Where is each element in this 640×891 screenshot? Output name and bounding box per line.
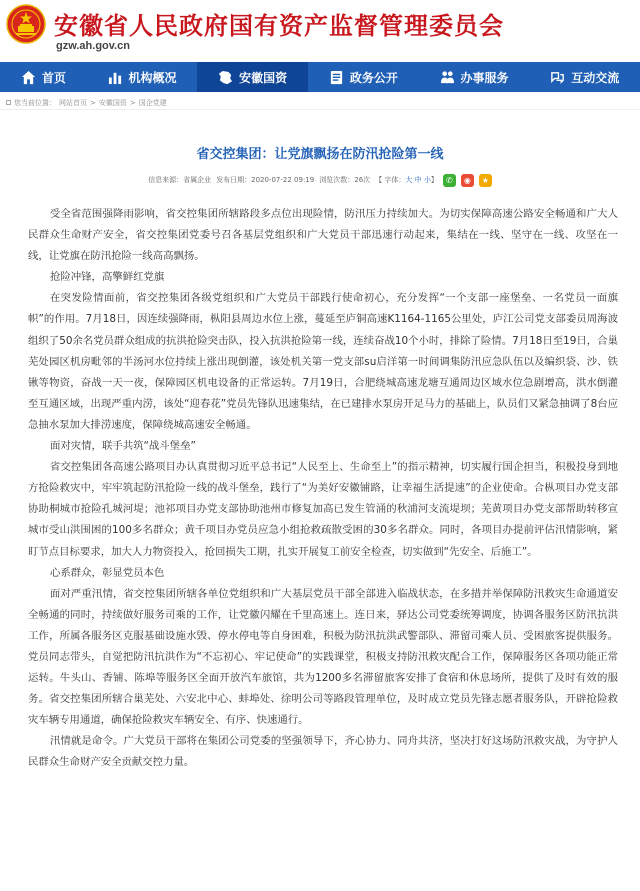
map-icon [218, 70, 233, 85]
article-subheading: 抢险冲锋，高擎鲜红党旗 [50, 271, 165, 284]
home-icon [21, 70, 36, 85]
meta-date: 发布日期：2020-07-22 09:19 [216, 176, 315, 184]
article-paragraph: 汛情就是命令。广大党员干部将在集团公司党委的坚强领导下，齐心协力、同舟共济，坚决打好这场防汛救灾战，为守护人民群众生命财产安全贡献交控力量。 [28, 735, 618, 769]
article-paragraph: 省交控集团各高速公路项目办认真贯彻习近平总书记“人民至上、生命至上”的指示精神，切实履行国企担当，积极投身到地方抢险救灾中，牢牢筑起防汛抢险一线的战斗堡垒，践行了“为美好安徽铺路，让幸福生活提速”的企业使命。合枞项目办党支部协助桐城市抢险孔城河堤；池祁项目办党支部协助池州市修复加高已发生管涌的秋浦河支流堤坝；芜黄项目办党支部帮助转移宣城市受山洪围困的100多名群众；黄千项目办党员应急小组抢救疏散受困的30多名群众。同时，各项目办提前评估汛情影响，紧盯节点目标要求，加大人力物资投入，抢回损失工期，扎实开展复工前安全检查，切实做到“先安全、后施工”。 [28, 461, 618, 558]
font-size-label: 【 字体： [375, 176, 406, 184]
nav-item-label: 互动交流 [571, 70, 620, 85]
location-icon [6, 100, 11, 105]
font-large-link[interactable]: 大 [405, 176, 413, 184]
chat-icon [550, 70, 565, 85]
wechat-share-icon[interactable]: ✆ [443, 174, 456, 187]
national-emblem-icon[interactable] [6, 4, 46, 44]
nav-item-label: 政务公开 [349, 70, 398, 85]
article-paragraph: 受全省范围强降雨影响，省交控集团所辖路段多点位出现险情，防汛压力持续加大。为切实保障高速公路安全畅通和广大人民群众生命财产安全，省交控集团党委号召各基层党组织和广大党员干部迅速行动起来，集结在一线、坚守在一线、攻坚在一线，让党旗在防汛抢险一线高高飘扬。 [28, 208, 618, 263]
breadcrumb-anhui-sasac[interactable]: 安徽国资 [98, 98, 127, 107]
bar-chart-icon [108, 70, 123, 85]
qzone-share-icon[interactable]: ★ [479, 174, 492, 187]
meta-source: 信息来源：省属企业 [148, 176, 212, 184]
breadcrumb-separator: > [90, 98, 96, 107]
nav-item-label: 安徽国资 [239, 70, 288, 85]
article-paragraph: 在突发险情面前，省交控集团各级党组织和广大党员干部践行使命初心，充分发挥“一个支部一座堡垒、一名党员一面旗帜”的作用。7月18日，因连续强降雨，枞阳县周边水位上涨，蔓延至庐铜高速K1164-1165公里处，庐江公司党支部委员周海波组织了50余名党员群众组成的抗洪抢险突击队，投入抗洪抢险第一线，连续奋战10个小时，排除了险情。7月18日至19日，合巢芜处园区机房毗邻的半汤河水位持续上涨出现倒灌，该处机关第一党支部su启洋第一时间调集防汛应急队伍以及编织袋、沙、铁锹等物资，奋战一天一夜，保障园区机电设备的正常运转。7月19日，合肥绕城高速龙塘互通周边区域水位急剧增高，洪水倒灌至互通区域，出现严重内涝，该处“迎春花”党员先锋队迅速集结，在已建排水泵房开足马力的基础上，队员们又紧急抽调了8台应急抽水泵加大排涝速度，保障绕城高速安全畅通。 [28, 292, 618, 431]
font-medium-link[interactable]: 中 [414, 176, 422, 184]
breadcrumb-party-building[interactable]: 国企党建 [138, 98, 167, 107]
nav-item-anhui-sasac[interactable] [197, 62, 308, 92]
font-small-link[interactable]: 小 [423, 176, 431, 184]
nav-item-home[interactable] [0, 62, 87, 92]
weibo-share-icon[interactable]: ◉ [461, 174, 474, 187]
nav-item-label: 首页 [41, 70, 66, 85]
nav-item-label: 办事服务 [460, 70, 509, 85]
meta-views: 浏览次数：26次 [319, 176, 371, 184]
nav-item-label: 机构概况 [128, 70, 177, 85]
breadcrumb-separator: > [129, 98, 136, 107]
article-paragraph: 面对严重汛情，省交控集团所辖各单位党组织和广大基层党员干部全部进入临战状态，在多措并举保障防汛救灾生命通道安全畅通的同时，持续做好服务司乘的工作，让党徽闪耀在千里高速上。连日来，驿达公司党委统筹调度，协调各服务区防汛抗洪工作，所属各服务区克服基础设施水毁、停水停电等自身困难，积极为防汛抗洪武警部队、滞留司乘人员、受困旅客提供服务。党员同志带头，自觉把防汛抗洪作为“不忘初心、牢记使命”的实践课堂，积极支持防汛救灾配合工作，保障服务区各项功能正常运转。牛头山、香铺、陈埠等服务区全面开放汽车旅馆，共为1200多名滞留旅客安排了食宿和休息场所，提供了及时有效的服务。省交控集团所辖合巢芜处、六安北中心、蚌埠处、徐明公司等路段管理单位，及时成立党员先锋志愿者服务队，开辟抢险救灾车辆专用通道，确保抢险救灾车辆安全、有序、快速通行。 [28, 587, 618, 727]
article-body [28, 204, 618, 774]
breadcrumb-prefix: 您当前位置： [14, 98, 56, 107]
breadcrumb-home[interactable]: 网站首页 [59, 98, 87, 107]
nav-item-services[interactable] [419, 62, 530, 92]
font-size-end: 】 [430, 176, 438, 184]
nav-item-about[interactable] [87, 62, 198, 92]
article-subheading: 面对灾情，联手共筑“战斗堡垒” [50, 440, 196, 453]
article-subheading: 心系群众，彰显党员本色 [50, 566, 165, 579]
site-domain: gzw.ah.gov.cn [56, 40, 130, 52]
breadcrumb [0, 96, 640, 110]
font-size-control [375, 175, 438, 185]
site-title[interactable]: 安徽省人民政府国有资产监督管理委员会 [54, 12, 504, 40]
nav-item-interaction[interactable] [529, 62, 640, 92]
article-title: 省交控集团：让党旗飘扬在防汛抢险第一线 [196, 147, 444, 162]
article-meta [0, 171, 640, 189]
document-icon [329, 70, 344, 85]
main-nav [0, 62, 640, 92]
site-header [0, 0, 640, 62]
nav-item-gov-affairs[interactable] [308, 62, 419, 92]
handshake-icon [440, 70, 455, 85]
